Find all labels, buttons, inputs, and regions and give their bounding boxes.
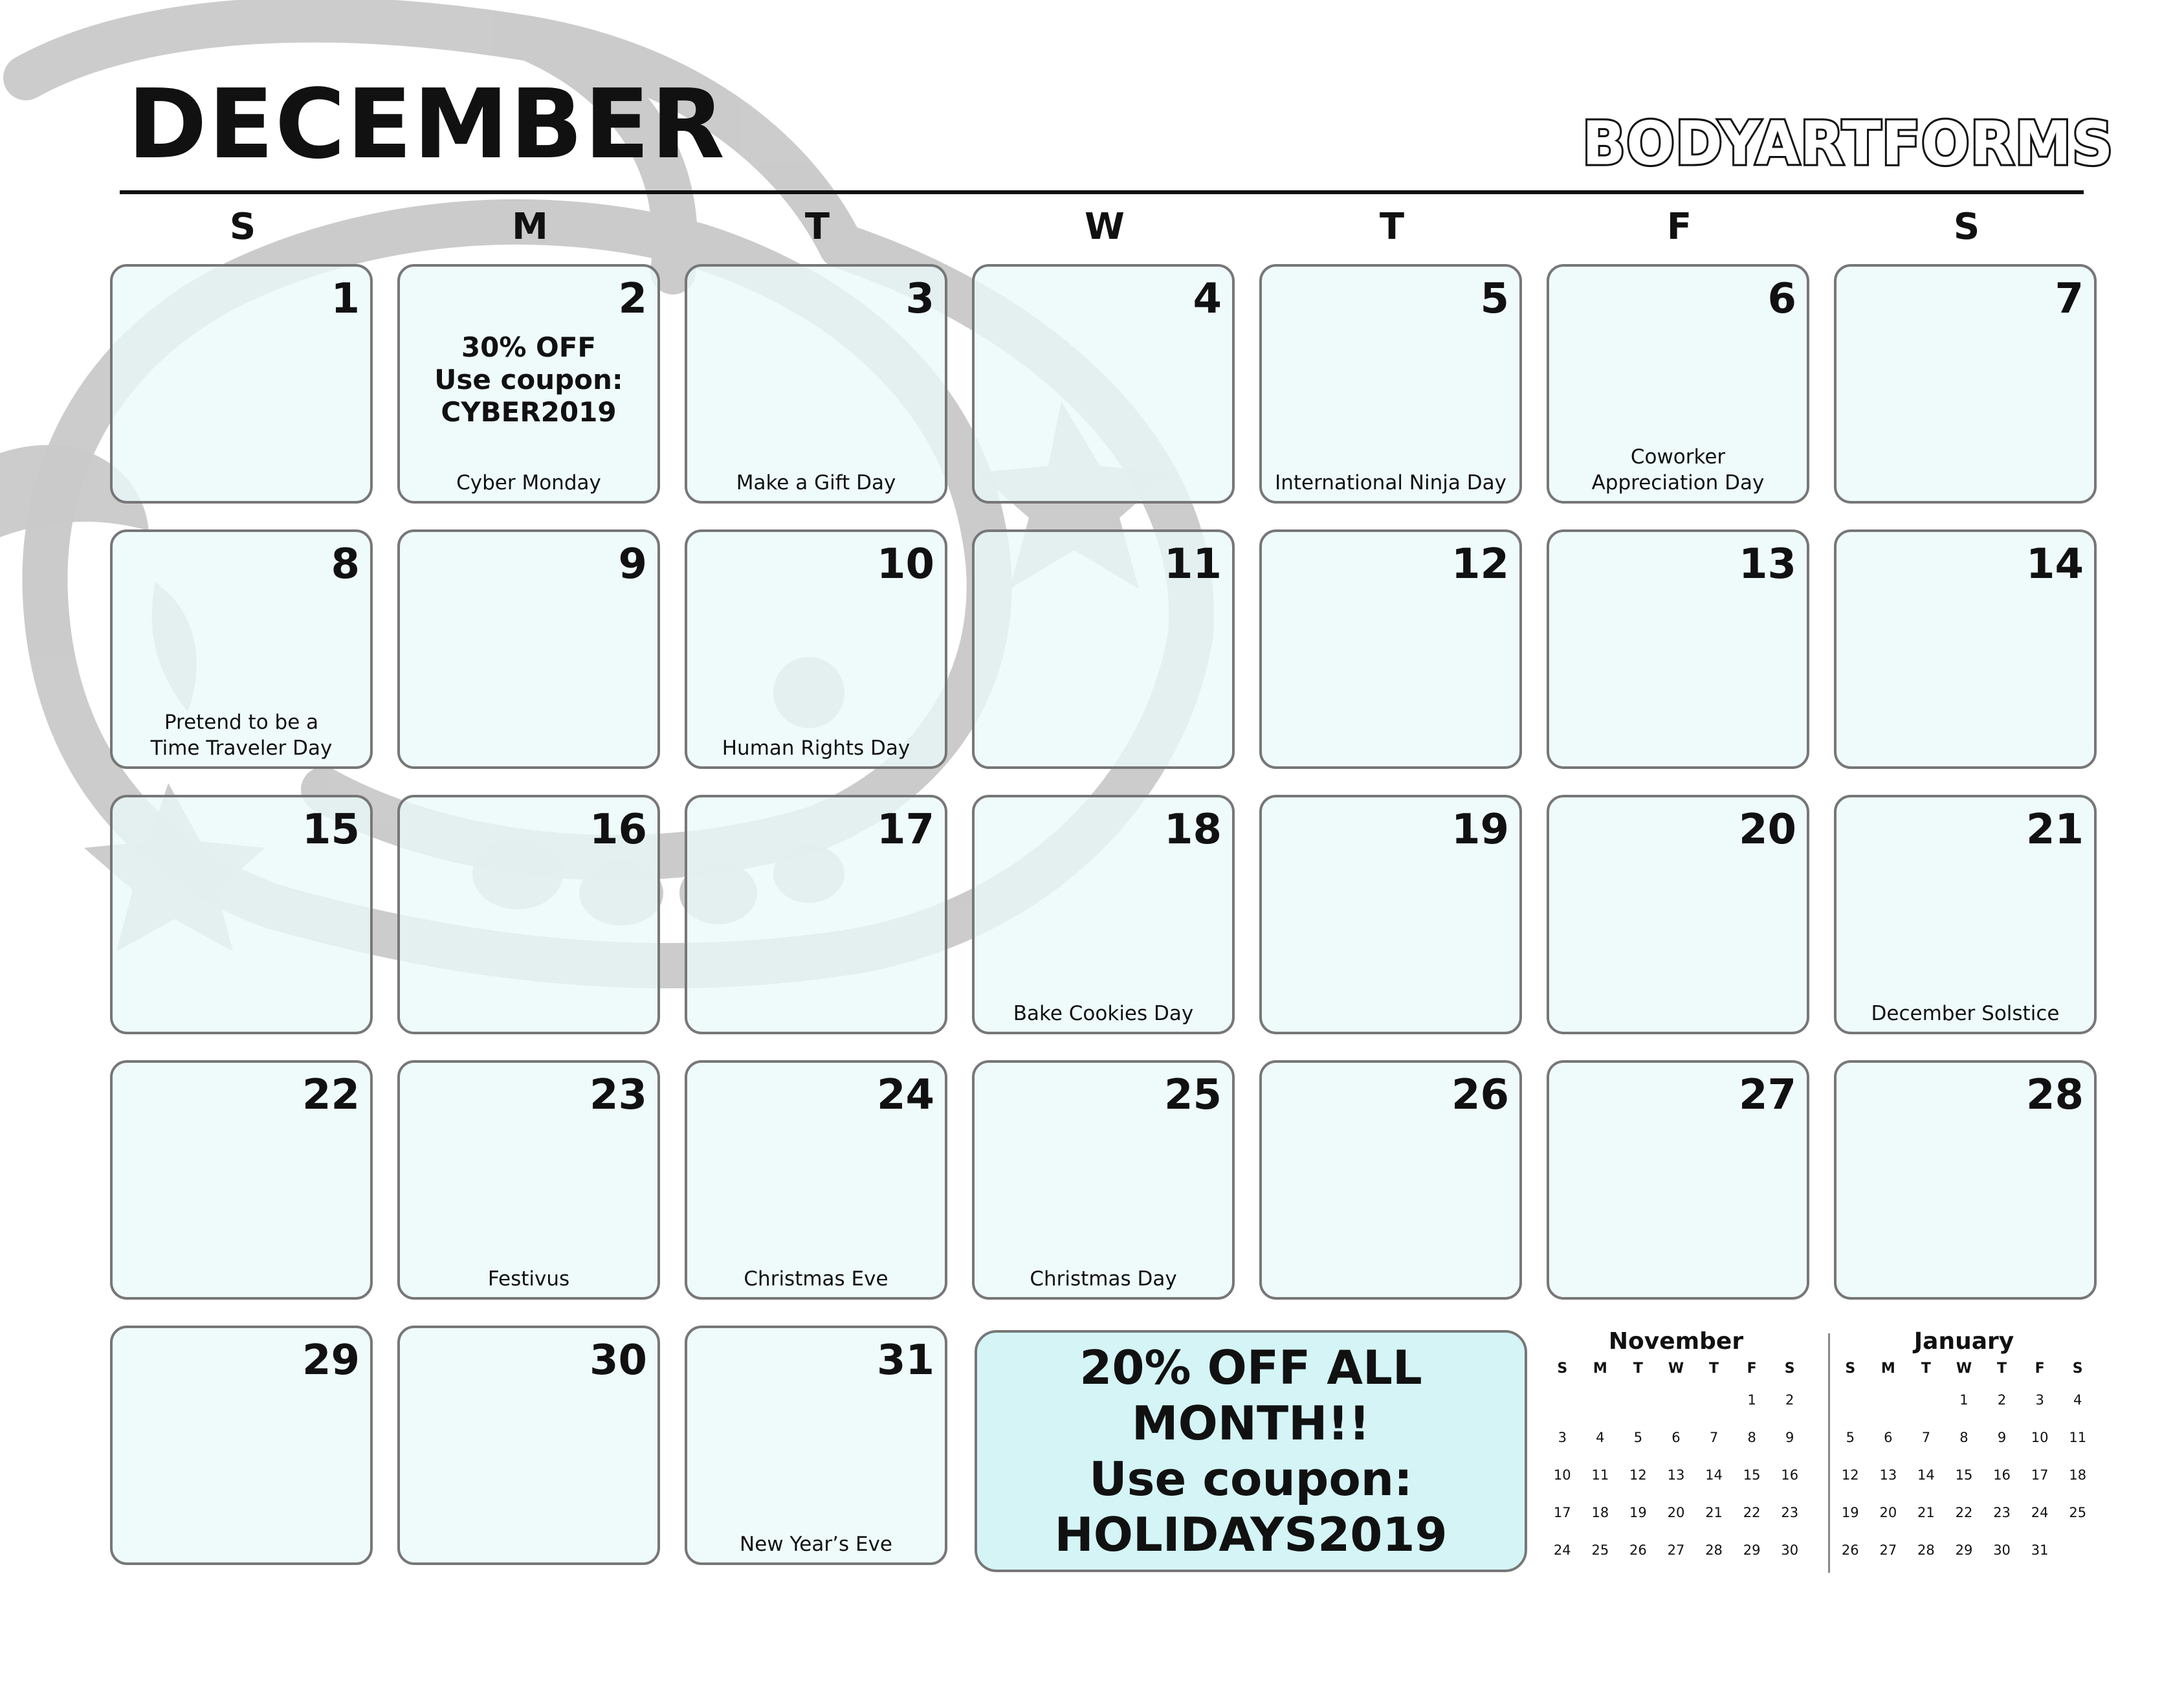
day-cell[interactable]: [685, 1060, 947, 1300]
mini-calendar-day: 1: [1747, 1392, 1756, 1408]
mini-calendar-day: [1907, 1381, 1945, 1419]
day-cell[interactable]: [1259, 1060, 1522, 1300]
mini-calendar-day: 16: [1781, 1467, 1799, 1483]
day-cell[interactable]: [972, 795, 1235, 1034]
mini-calendar-day: 21: [1917, 1505, 1935, 1520]
day-cell[interactable]: [1547, 795, 1809, 1034]
day-number: 21: [2025, 806, 2084, 854]
mini-calendar-day: [1619, 1381, 1657, 1419]
day-number: 1: [331, 275, 360, 323]
mini-calendar-grid: [1831, 1357, 2097, 1569]
mini-calendar-day: 26: [1841, 1542, 1859, 1558]
day-cell[interactable]: [1547, 264, 1809, 504]
mini-calendar-day: 7: [1921, 1430, 1931, 1445]
mini-calendar-day: 30: [1993, 1542, 2011, 1558]
day-event: Coworker Appreciation Day: [1591, 445, 1765, 494]
day-event: Christmas Day: [1030, 1267, 1177, 1291]
mini-calendar-day: 23: [1993, 1505, 2011, 1520]
day-event: Pretend to be a Time Traveler Day: [150, 711, 333, 760]
mini-calendar-weekday: W: [1956, 1360, 1972, 1377]
mini-calendar-day: 9: [1997, 1430, 2007, 1445]
day-number: 15: [302, 806, 360, 854]
mini-calendar-day: 22: [1955, 1505, 1973, 1520]
day-cell[interactable]: [685, 795, 947, 1034]
day-event: December Solstice: [1871, 1002, 2060, 1025]
mini-calendar-day: 13: [1879, 1467, 1897, 1483]
mini-calendar-day: 14: [1917, 1467, 1935, 1483]
day-event: Human Rights Day: [722, 737, 910, 760]
day-cell[interactable]: [397, 1060, 660, 1300]
day-event: Festivus: [487, 1267, 570, 1291]
mini-calendar-weekday: T: [1921, 1360, 1931, 1377]
mini-calendar-day: 10: [2031, 1430, 2049, 1445]
day-number: 4: [1193, 275, 1222, 323]
day-cell[interactable]: [110, 264, 373, 504]
day-number: 12: [1451, 540, 1509, 588]
day-number: 25: [1164, 1071, 1222, 1119]
day-promo: 30% OFF Use coupon: CYBER2019: [434, 331, 623, 428]
weekday-label: F: [1666, 206, 1692, 248]
month-promo-text: 20% OFF ALL MONTH!! Use coupon: HOLIDAYS2019: [1054, 1340, 1448, 1562]
day-number: 7: [2055, 275, 2084, 323]
mini-calendar-day: 13: [1667, 1467, 1685, 1483]
day-number: 17: [876, 806, 934, 854]
day-number: 31: [876, 1337, 934, 1384]
month-title: DECEMBER: [127, 69, 726, 180]
day-cell[interactable]: [1547, 529, 1809, 769]
mini-calendar-weekday: W: [1668, 1360, 1684, 1377]
day-number: 22: [302, 1071, 360, 1119]
mini-calendar-weekday: F: [1747, 1360, 1757, 1377]
day-number: 6: [1767, 275, 1796, 323]
mini-calendar-day: 17: [1553, 1505, 1571, 1520]
mini-calendar-day: [1831, 1381, 1870, 1419]
day-number: 5: [1480, 275, 1509, 323]
day-number: 20: [1738, 806, 1796, 854]
day-number: 3: [905, 275, 934, 323]
mini-calendar-day: [1582, 1381, 1620, 1419]
day-event: New Year’s Eve: [740, 1533, 892, 1556]
day-cell[interactable]: [110, 1060, 373, 1300]
mini-calendar-day: 8: [1747, 1430, 1756, 1445]
weekday-label: M: [512, 206, 548, 248]
day-event: Cyber Monday: [456, 471, 601, 494]
mini-calendar-weekday: S: [2072, 1360, 2083, 1377]
day-cell[interactable]: [110, 795, 373, 1034]
mini-calendar-day: 2: [1997, 1392, 2007, 1408]
day-number: 9: [618, 540, 647, 588]
day-cell[interactable]: [972, 1060, 1235, 1300]
mini-calendar-day: 25: [1591, 1542, 1609, 1558]
mini-calendar-day: 20: [1667, 1505, 1685, 1520]
day-event: Make a Gift Day: [736, 471, 896, 494]
mini-calendar-weekday: T: [1633, 1360, 1643, 1377]
mini-calendar-day: 12: [1841, 1467, 1859, 1483]
mini-calendar-day: 9: [1785, 1430, 1794, 1445]
mini-calendar-day: 10: [1553, 1467, 1571, 1483]
mini-calendar-day: [1870, 1381, 1908, 1419]
mini-calendar-day: 11: [1591, 1467, 1609, 1483]
day-cell[interactable]: [685, 264, 947, 504]
day-event: Bake Cookies Day: [1013, 1002, 1194, 1025]
mini-calendar-november: [1543, 1327, 1809, 1569]
mini-calendar-day: 19: [1841, 1505, 1859, 1520]
day-number: 11: [1164, 540, 1222, 588]
mini-calendar-day: 17: [2031, 1467, 2049, 1483]
mini-calendar-day: 24: [2031, 1505, 2049, 1520]
day-cell[interactable]: [972, 264, 1235, 504]
mini-calendar-title: January: [1914, 1328, 2014, 1355]
mini-calendar-day: 8: [1959, 1430, 1969, 1445]
mini-calendar-day: 28: [1705, 1542, 1723, 1558]
day-cell[interactable]: [1259, 529, 1522, 769]
day-cell[interactable]: [397, 264, 660, 504]
weekday-label: T: [1379, 206, 1405, 248]
mini-calendar-day: 28: [1917, 1542, 1935, 1558]
day-number: 30: [589, 1337, 647, 1384]
mini-calendar-weekday: T: [1997, 1360, 2007, 1377]
day-cell[interactable]: [1259, 264, 1522, 504]
mini-calendar-day: 3: [1558, 1430, 1567, 1445]
mini-calendar-title: November: [1608, 1328, 1744, 1355]
day-cell[interactable]: [110, 1326, 373, 1565]
brand-logo: BODYARTFORMS: [1582, 108, 2114, 179]
mini-calendar-day: 5: [1846, 1430, 1855, 1445]
month-promo-box: [975, 1330, 1527, 1572]
mini-calendar-day: 1: [1959, 1392, 1969, 1408]
mini-calendar-day: 29: [1955, 1542, 1973, 1558]
day-cell[interactable]: [1834, 264, 2097, 504]
mini-calendar-weekday: S: [1845, 1360, 1856, 1377]
day-cell[interactable]: [110, 529, 373, 769]
day-number: 28: [2025, 1071, 2084, 1119]
day-number: 2: [618, 275, 647, 323]
mini-calendar-day: [2058, 1531, 2097, 1569]
mini-calendar-day: 18: [2069, 1467, 2087, 1483]
mini-calendar-day: 18: [1591, 1505, 1609, 1520]
mini-calendar-day: 12: [1629, 1467, 1647, 1483]
mini-calendar-day: 15: [1955, 1467, 1973, 1483]
day-cell[interactable]: [1834, 529, 2097, 769]
day-cell[interactable]: [685, 529, 947, 769]
day-cell[interactable]: [685, 1326, 947, 1565]
day-cell[interactable]: [397, 795, 660, 1034]
mini-calendar-january: [1831, 1327, 2097, 1569]
mini-calendar-day: 14: [1705, 1467, 1723, 1483]
mini-calendar-day: 4: [2073, 1392, 2082, 1408]
mini-calendar-day: [1695, 1381, 1733, 1419]
mini-calendar-day: 11: [2069, 1430, 2087, 1445]
weekday-label: S: [229, 206, 256, 248]
mini-calendar-day: 19: [1629, 1505, 1647, 1520]
mini-calendar-day: 5: [1633, 1430, 1643, 1445]
weekday-label: S: [1953, 206, 1980, 248]
mini-calendar-day: 25: [2069, 1505, 2087, 1520]
day-number: 27: [1738, 1071, 1796, 1119]
mini-calendar-day: 21: [1705, 1505, 1723, 1520]
weekday-label: T: [804, 206, 830, 248]
mini-calendar-weekday: S: [1557, 1360, 1568, 1377]
mini-calendar-day: [1543, 1381, 1582, 1419]
day-number: 8: [331, 540, 360, 588]
mini-calendar-day: 2: [1785, 1392, 1794, 1408]
mini-calendar-day: 20: [1879, 1505, 1897, 1520]
mini-calendar-weekday: M: [1881, 1360, 1895, 1377]
day-number: 18: [1164, 806, 1222, 854]
day-cell[interactable]: [1547, 1060, 1809, 1300]
weekday-header-row: [110, 206, 2103, 258]
day-number: 24: [876, 1071, 934, 1119]
mini-calendar-day: 22: [1743, 1505, 1761, 1520]
mini-calendar-day: [1657, 1381, 1695, 1419]
mini-calendar-day: 23: [1781, 1505, 1799, 1520]
mini-calendar-weekday: F: [2035, 1360, 2045, 1377]
day-cell[interactable]: [397, 529, 660, 769]
mini-calendar-day: 24: [1553, 1542, 1571, 1558]
mini-calendar-day: 26: [1629, 1542, 1647, 1558]
mini-calendar-day: 31: [2031, 1542, 2049, 1558]
day-number: 29: [302, 1337, 360, 1384]
mini-calendar-day: 27: [1879, 1542, 1897, 1558]
day-event: Christmas Eve: [744, 1267, 888, 1291]
mini-calendar-weekday: T: [1709, 1360, 1719, 1377]
day-number: 14: [2025, 540, 2084, 588]
day-event: International Ninja Day: [1275, 471, 1506, 494]
mini-calendar-day: 6: [1671, 1430, 1681, 1445]
mini-calendar-day: 27: [1667, 1542, 1685, 1558]
mini-calendar-day: 7: [1709, 1430, 1719, 1445]
mini-calendar-day: 16: [1993, 1467, 2011, 1483]
day-number: 16: [589, 806, 647, 854]
mini-calendar-day: 6: [1884, 1430, 1893, 1445]
mini-calendar-weekday: M: [1593, 1360, 1607, 1377]
day-number: 26: [1451, 1071, 1509, 1119]
mini-calendar-day: 3: [2035, 1392, 2044, 1408]
mini-calendar-grid: [1543, 1357, 1809, 1569]
day-cell[interactable]: [1834, 1060, 2097, 1300]
day-number: 23: [589, 1071, 647, 1119]
weekday-label: W: [1085, 206, 1125, 248]
day-cell[interactable]: [1259, 795, 1522, 1034]
mini-calendar-day: 29: [1743, 1542, 1761, 1558]
day-cell[interactable]: [397, 1326, 660, 1565]
mini-calendar-day: 4: [1596, 1430, 1605, 1445]
day-number: 10: [876, 540, 934, 588]
day-number: 13: [1738, 540, 1796, 588]
day-cell[interactable]: [972, 529, 1235, 769]
mini-calendar-weekday: S: [1784, 1360, 1795, 1377]
day-number: 19: [1451, 806, 1509, 854]
mini-calendar-divider: [1828, 1333, 1830, 1573]
mini-calendar-day: 15: [1743, 1467, 1761, 1483]
mini-calendar-day: 30: [1781, 1542, 1799, 1558]
header-rule: [120, 190, 2084, 194]
day-cell[interactable]: [1834, 795, 2097, 1034]
